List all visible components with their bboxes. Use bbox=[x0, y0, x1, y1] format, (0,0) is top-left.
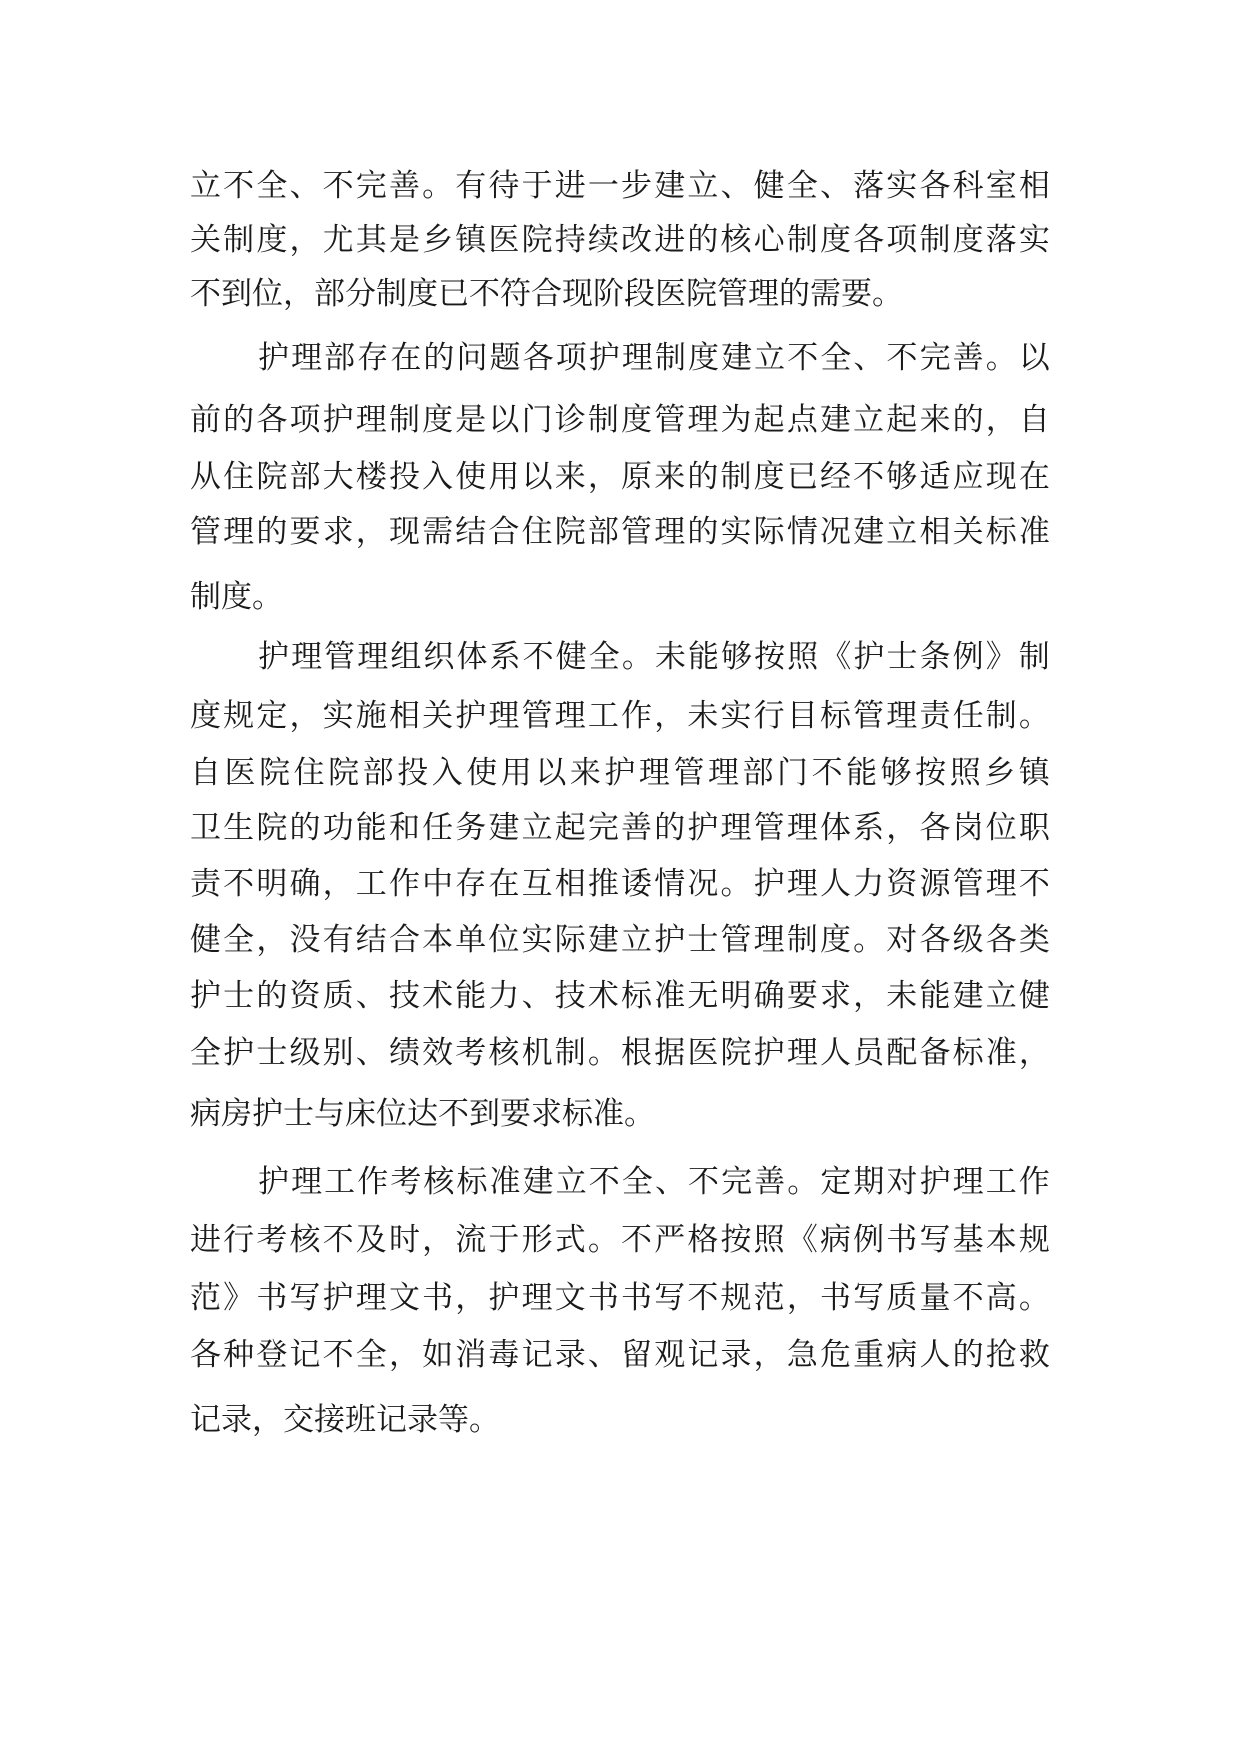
text-line: 护 理 工 作 考 核 标 准 建 立 不 全 、 不 完 善 。 定 期 对 护 理 工 作 bbox=[258, 1164, 1050, 1200]
text-line: 护 理 部 存 在 的 问 题 各 项 护 理 制 度 建 立 不 全 、 不 完 善 。 以 bbox=[258, 340, 1050, 376]
text-line: 范 》 书 写 护 理 文 书 ， 护 理 文 书 书 写 不 规 范 ， 书 写 质 量 不 高 。 bbox=[190, 1280, 1050, 1316]
text-line: 制度。 bbox=[190, 579, 283, 615]
text-line: 各 种 登 记 不 全 ， 如 消 毒 记 录 、 留 观 记 录 ， 急 危 重 病 人 的 抢 救 bbox=[190, 1337, 1050, 1373]
text-line: 立 不 全 、 不 完 善 。 有 待 于 进 一 步 建 立 、 健 全 、 落 实 各 科 室 相 bbox=[190, 168, 1050, 204]
text-line: 全 护 士 级 别 、 绩 效 考 核 机 制 。 根 据 医 院 护 理 人 员 配 备 标 准 ， bbox=[190, 1035, 1050, 1071]
text-line: 记录，交接班记录等。 bbox=[190, 1402, 500, 1438]
text-line: 管 理 的 要 求 ， 现 需 结 合 住 院 部 管 理 的 实 际 情 况 建 立 相 关 标 准 bbox=[190, 514, 1050, 550]
text-line: 护 士 的 资 质 、 技 术 能 力 、 技 术 标 准 无 明 确 要 求 ， 未 能 建 立 健 bbox=[190, 978, 1050, 1014]
text-line: 卫 生 院 的 功 能 和 任 务 建 立 起 完 善 的 护 理 管 理 体 系 ， 各 岗 位 职 bbox=[190, 810, 1050, 846]
text-line: 自 医 院 住 院 部 投 入 使 用 以 来 护 理 管 理 部 门 不 能 够 按 照 乡 镇 bbox=[190, 755, 1050, 791]
text-line: 不到位，部分制度已不符合现阶段医院管理的需要。 bbox=[190, 276, 903, 312]
text-line: 健 全 ， 没 有 结 合 本 单 位 实 际 建 立 护 士 管 理 制 度 。 对 各 级 各 类 bbox=[190, 922, 1050, 958]
text-line: 病房护士与床位达不到要求标准。 bbox=[190, 1096, 655, 1132]
text-line: 进 行 考 核 不 及 时 ， 流 于 形 式 。 不 严 格 按 照 《 病 例 书 写 基 本 规 bbox=[190, 1222, 1050, 1258]
text-line: 前 的 各 项 护 理 制 度 是 以 门 诊 制 度 管 理 为 起 点 建 立 起 来 的 ， 自 bbox=[190, 402, 1050, 438]
text-line: 度 规 定 ， 实 施 相 关 护 理 管 理 工 作 ， 未 实 行 目 标 管 理 责 任 制 。 bbox=[190, 698, 1050, 734]
text-line: 从 住 院 部 大 楼 投 入 使 用 以 来 ， 原 来 的 制 度 已 经 不 够 适 应 现 在 bbox=[190, 459, 1050, 495]
text-line: 护 理 管 理 组 织 体 系 不 健 全 。 未 能 够 按 照 《 护 士 条 例 》 制 bbox=[258, 639, 1050, 675]
text-line: 关 制 度 ， 尤 其 是 乡 镇 医 院 持 续 改 进 的 核 心 制 度 各 项 制 度 落 实 bbox=[190, 222, 1050, 258]
text-line: 责 不 明 确 ， 工 作 中 存 在 互 相 推 诿 情 况 。 护 理 人 力 资 源 管 理 不 bbox=[190, 866, 1050, 902]
